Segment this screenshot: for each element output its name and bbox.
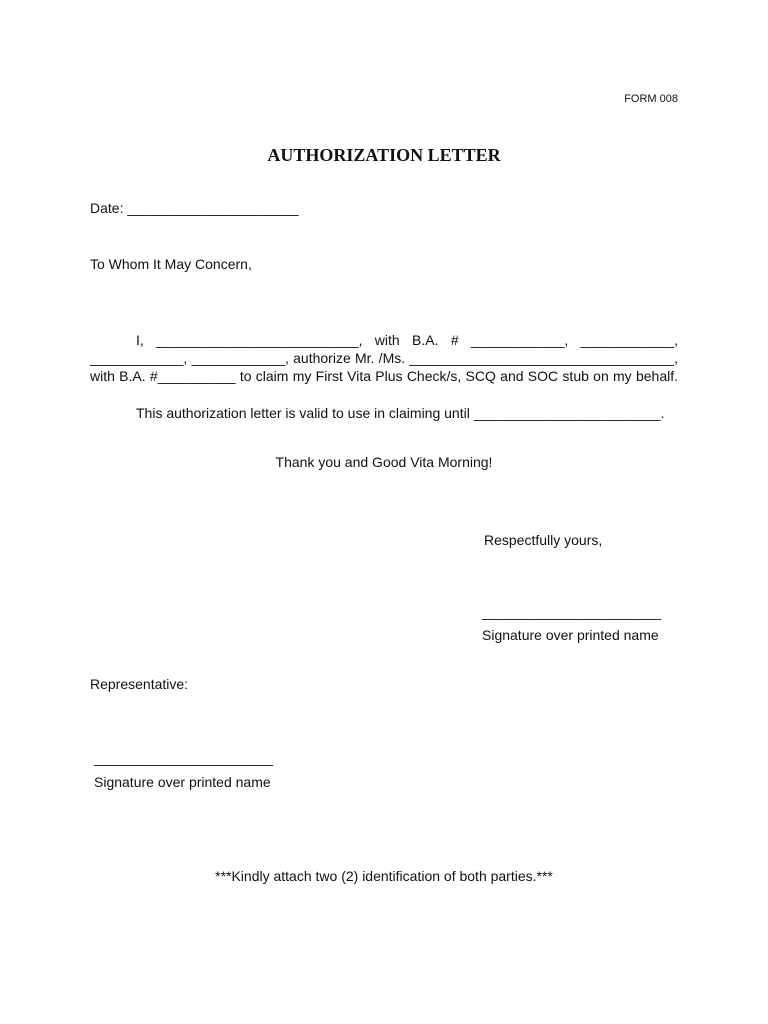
thank-you-line: Thank you and Good Vita Morning! bbox=[275, 454, 493, 470]
representative-label: Representative: bbox=[90, 676, 189, 692]
date-line: Date: ______________________ bbox=[90, 200, 299, 216]
signature-caption: Signature over printed name bbox=[482, 627, 659, 643]
footer-note: ***Kindly attach two (2) identification of both parties.*** bbox=[215, 868, 553, 884]
signature-line: _______________________ bbox=[482, 604, 662, 620]
body-line-2: ____________, ____________, authorize Mr. /Ms. __________________________________, bbox=[90, 350, 678, 366]
closing-text: Respectfully yours, bbox=[484, 532, 603, 548]
document-title: AUTHORIZATION LETTER bbox=[267, 145, 501, 165]
body-line-1: I, __________________________, with B.A. # ____________, ____________, bbox=[136, 332, 678, 348]
form-number: FORM 008 bbox=[624, 93, 678, 105]
salutation: To Whom It May Concern, bbox=[90, 256, 252, 272]
body-line-3: with B.A. #__________ to claim my First Vita Plus Check/s, SCQ and SOC stub on my behalf. bbox=[90, 368, 678, 384]
validity-statement: This authorization letter is valid to use in claiming until ________________________. bbox=[136, 405, 665, 421]
representative-signature-caption: Signature over printed name bbox=[94, 774, 271, 790]
representative-signature-line: _______________________ bbox=[94, 750, 274, 766]
